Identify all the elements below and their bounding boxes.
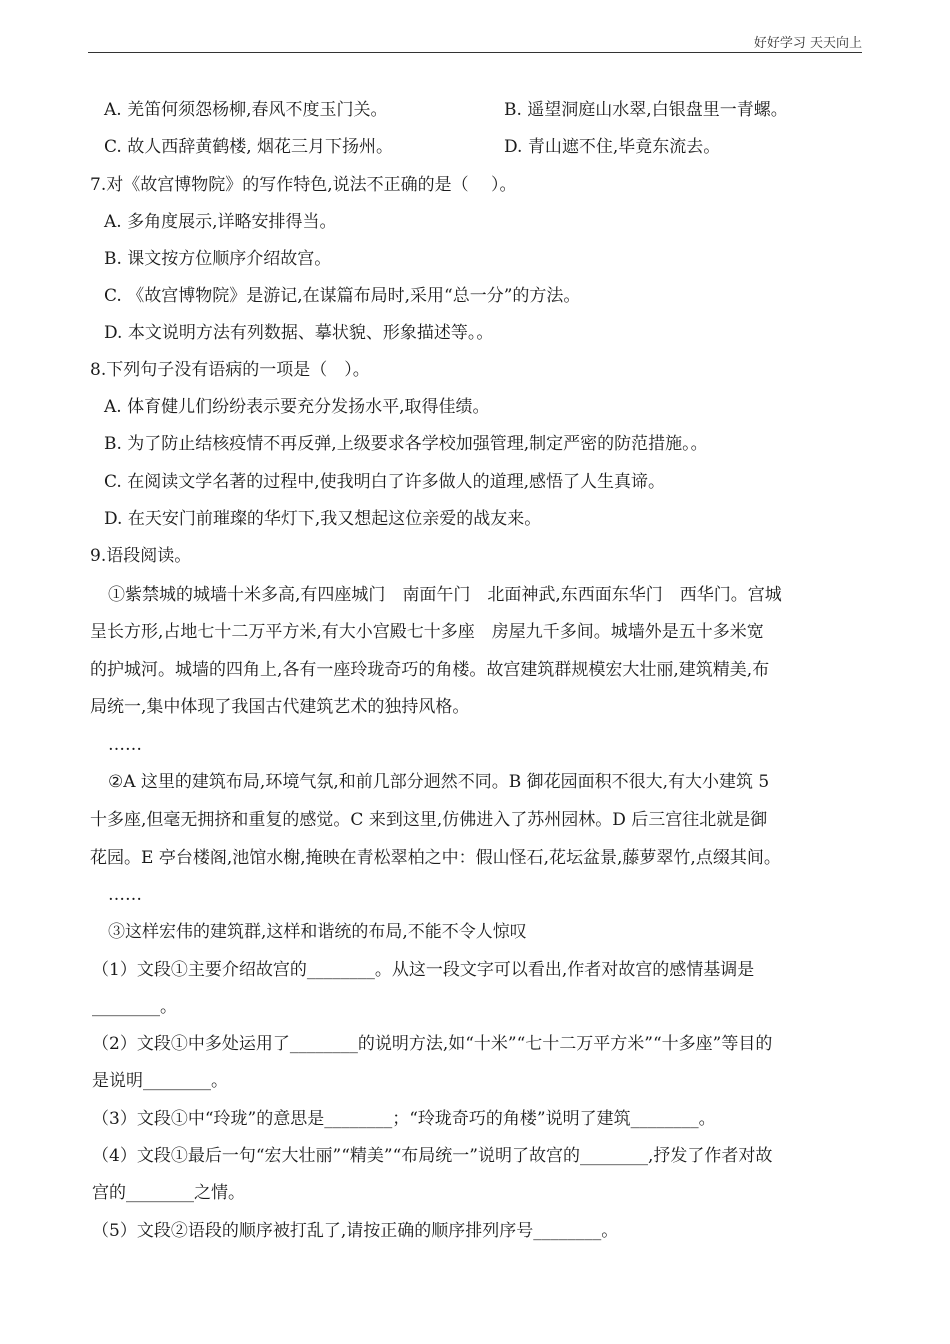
sub-question-5: （5）文段②语段的顺序被打乱了,请按正确的顺序排列序号________。: [92, 1221, 619, 1241]
sub-question-2-cont: 是说明________。: [92, 1071, 228, 1091]
q8-option-d[interactable]: D. 在天安门前璀璨的华灯下,我又想起这位亲爱的战友来。: [104, 509, 542, 529]
q6-options-row-1: [0, 100, 950, 120]
ellipsis-1: ……: [108, 735, 142, 755]
q6-option-a[interactable]: A. 羌笛何须怨杨柳,春风不度玉门关。: [104, 100, 388, 120]
header-motto: 好好学习 天天向上: [753, 36, 862, 51]
passage-2-line-1: ②A 这里的建筑布局,环境气氛,和前几部分迥然不同。B 御花园面积不很大,有大小建筑 5: [108, 772, 770, 792]
sub-question-2: （2）文段①中多处运用了________的说明方法,如“十米”“七十二万平方米”“十多座”等目的: [92, 1034, 773, 1054]
q8-stem: 8.下列句子没有语病的一项是（ ）。: [90, 360, 370, 380]
passage-1-line-2: 呈长方形,占地七十二万平方米,有大小宫殿七十多座 房屋九千多间。城墙外是五十多米宽: [90, 622, 764, 642]
q6-option-c[interactable]: C. 故人西辞黄鹤楼, 烟花三月下扬州。: [104, 137, 394, 157]
ellipsis-2: ……: [108, 885, 142, 905]
q7-option-a[interactable]: A. 多角度展示,详略安排得当。: [104, 212, 337, 232]
q6-option-d[interactable]: D. 青山遮不住,毕竟东流去。: [504, 137, 721, 157]
q6-option-b[interactable]: B. 遥望洞庭山水翠,白银盘里一青螺。: [504, 100, 788, 120]
sub-question-3: （3）文段①中“玲珑”的意思是________；“玲珑奇巧的角楼”说明了建筑________。: [92, 1109, 716, 1129]
q7-option-c[interactable]: C. 《故宫博物院》是游记,在谋篇布局时,采用“总一分”的方法。: [104, 286, 581, 306]
q8-option-a[interactable]: A. 体育健儿们纷纷表示要充分发扬水平,取得佳绩。: [104, 397, 490, 417]
q8-option-b[interactable]: B. 为了防止结核疫情不再反弹,上级要求各学校加强管理,制定严密的防范措施。。: [104, 434, 708, 454]
sub-question-1-cont: ________。: [92, 997, 177, 1017]
q6-options-row-2: [0, 137, 950, 157]
sub-question-4: （4）文段①最后一句“宏大壮丽”“精美”“布局统一”说明了故宫的________,抒发了作者对故: [92, 1146, 773, 1166]
passage-2-line-2: 十多座,但毫无拥挤和重复的感觉。C 来到这里,仿佛进入了苏州园林。D 后三宫往北就是御: [90, 810, 768, 830]
passage-2-line-3: 花园。E 亭台楼阁,池馆水榭,掩映在青松翠柏之中：假山怪石,花坛盆景,藤萝翠竹,点缀其间。: [90, 848, 781, 868]
sub-question-1: （1）文段①主要介绍故宫的________。从这一段文字可以看出,作者对故宫的感情基调是: [92, 960, 755, 980]
q7-option-b[interactable]: B. 课文按方位顺序介绍故宫。: [104, 249, 332, 269]
q8-option-c[interactable]: C. 在阅读文学名著的过程中,使我明白了许多做人的道理,感悟了人生真谛。: [104, 472, 666, 492]
passage-1-line-3: 的护城河。城墙的四角上,各有一座玲珑奇巧的角楼。故宫建筑群规模宏大壮丽,建筑精美,布: [90, 660, 770, 680]
q7-stem: 7.对《故宫博物院》的写作特色,说法不正确的是（ ）。: [90, 175, 517, 195]
q7-option-d[interactable]: D. 本文说明方法有列数据、摹状貌、形象描述等。。: [104, 323, 494, 343]
page-header: [88, 30, 862, 53]
passage-3: ③这样宏伟的建筑群,这样和谐统的布局,不能不令人惊叹: [108, 922, 527, 942]
q9-stem: 9.语段阅读。: [90, 546, 192, 566]
sub-question-4-cont: 宫的________之情。: [92, 1183, 245, 1203]
passage-1-line-4: 局统一,集中体现了我国古代建筑艺术的独持风格。: [90, 697, 470, 717]
passage-1-line-1: ①紫禁城的城墙十米多高,有四座城门 南面午门 北面神武,东西面东华门 西华门。宫城: [108, 585, 782, 605]
